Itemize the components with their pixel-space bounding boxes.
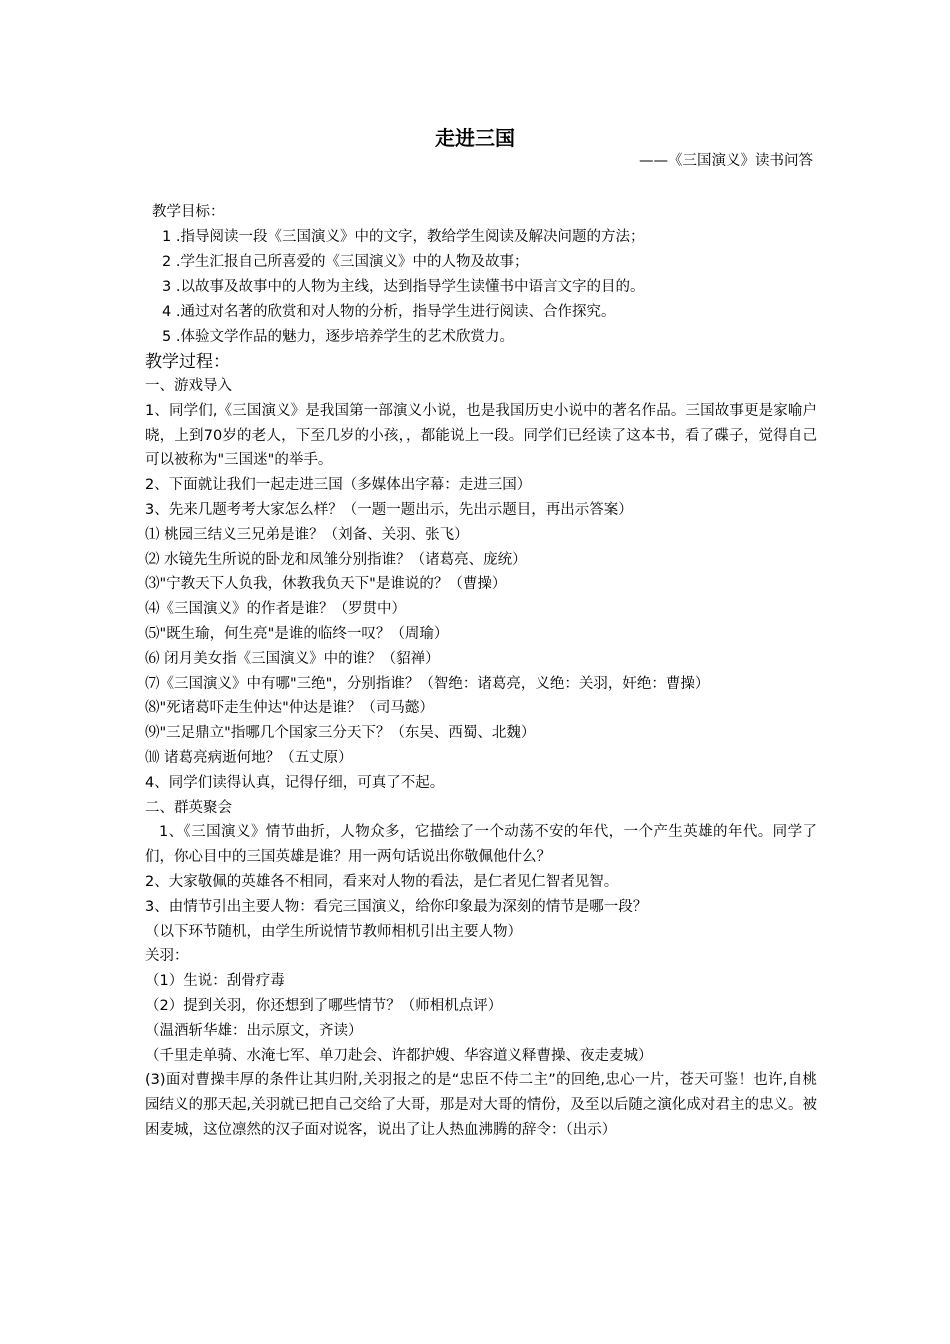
goals-heading: 教学目标：: [152, 204, 225, 220]
paragraph: （千里走单骑、水淹七军、单刀赴会、许都护嫂、华容道义释曹操、夜走麦城）: [145, 1047, 653, 1064]
teaching-process: [145, 350, 817, 1143]
paragraph: 3、先来几题考考大家怎么样？（一题一题出示，先出示题目，再出示答案）: [145, 501, 633, 518]
paragraph: （温酒斩华雄：出示原文，齐读）: [145, 1022, 363, 1039]
paragraph: 4、同学们读得认真，记得仔细，可真了不起。: [145, 774, 445, 791]
quiz-item: ⑷《三国演义》的作者是谁？（罗贯中）: [145, 601, 406, 618]
paragraph: 1、《三国演义》情节曲折，人物众多，它描绘了一个动荡不安的年代，一个产生英雄的年代。同学了们，你心目中的三国英雄是谁？用一两句话说出你敬佩他什么？: [145, 824, 817, 866]
paragraph: 3、由情节引出主要人物：看完三国演义，给你印象最为深刻的情节是哪一段？: [145, 898, 648, 915]
goal-item: 5 .体验文学作品的魅力，逐步培养学生的艺术欣赏力。: [162, 329, 514, 345]
goal-item: 3 .以故事及故事中的人物为主线，达到指导学生读懂书中语言文字的目的。: [162, 279, 645, 295]
goal-item: 1 .指导阅读一段《三国演义》中的文字，教给学生阅读及解决问题的方法；: [162, 229, 645, 245]
document-subtitle: ——《三国演义》读书问答: [639, 153, 813, 169]
paragraph: （2）提到关羽，你还想到了哪些情节？（师相机点评）: [145, 997, 503, 1014]
paragraph: 1、同学们,《三国演义》是我国第一部演义小说，也是我国历史小说中的著名作品。三国故事更是家喻户晓，上到70岁的老人，下至几岁的小孩，，都能说上一段。同学们已经读了这本书，看了碟子，觉得自己可以被称为"三国迷"的举手。: [145, 402, 817, 469]
quiz-item: ⑵ 水镜先生所说的卧龙和凤雏分别指谁？（诸葛亮、庞统）: [145, 551, 527, 568]
quiz-item: ⑽ 诸葛亮病逝何地？（五丈原）: [145, 749, 353, 766]
quiz-item: ⑼"三足鼎立"指哪几个国家三分天下？（东吴、西蜀、北魏）: [145, 725, 536, 742]
process-heading: 教学过程：: [145, 352, 230, 372]
quiz-item: ⑹ 闭月美女指《三国演义》中的谁？（貂禅）: [145, 650, 440, 667]
quiz-item: ⑴ 桃园三结义三兄弟是谁？（刘备、关羽、张飞）: [145, 526, 469, 543]
paragraph: (3)面对曹操丰厚的条件让其归附,关羽报之的是“忠臣不侍二主”的回绝,忠心一片，苍天可鉴！也许,自桃园结义的那天起,关羽就已把自己交给了大哥，那是对大哥的情份，及至以后随之演化成对君主的忠义。被困麦城，这位凛然的汉子面对说客，说出了让人热血沸腾的辞令：（出示）: [145, 1072, 817, 1138]
paragraph: 关羽：: [145, 948, 189, 965]
quiz-item: ⑻"死诸葛吓走生仲达"仲达是谁？（司马懿）: [145, 700, 434, 717]
quiz-item: ⑸"既生瑜，何生亮"是谁的临终一叹？（周瑜）: [145, 625, 449, 642]
paragraph: （1）生说：刮骨疗毒: [145, 973, 285, 990]
goal-item: 4 .通过对名著的欣赏和对人物的分析，指导学生进行阅读、合作探究。: [162, 304, 616, 320]
goal-item: 2 .学生汇报自己所喜爱的《三国演义》中的人物及故事；: [162, 254, 529, 270]
section-heading: 二、群英聚会: [145, 799, 232, 816]
paragraph: 2、下面就让我们一起走进三国（多媒体出字幕：走进三国）: [145, 477, 532, 494]
document-title: 走进三国: [435, 126, 515, 150]
teaching-goals: [152, 200, 852, 350]
paragraph: 2、大家敬佩的英雄各不相同，看来对人物的看法，是仁者见仁智者见智。: [145, 873, 619, 890]
quiz-item: ⑺《三国演义》中有哪"三绝"，分别指谁？（智绝：诸葛亮，义绝：关羽，奸绝：曹操）: [145, 675, 710, 692]
paragraph: （以下环节随机，由学生所说情节教师相机引出主要人物）: [145, 923, 522, 940]
quiz-item: ⑶"宁教天下人负我，休教我负天下"是谁说的？（曹操）: [145, 576, 507, 593]
section-heading: 一、游戏导入: [145, 378, 232, 394]
